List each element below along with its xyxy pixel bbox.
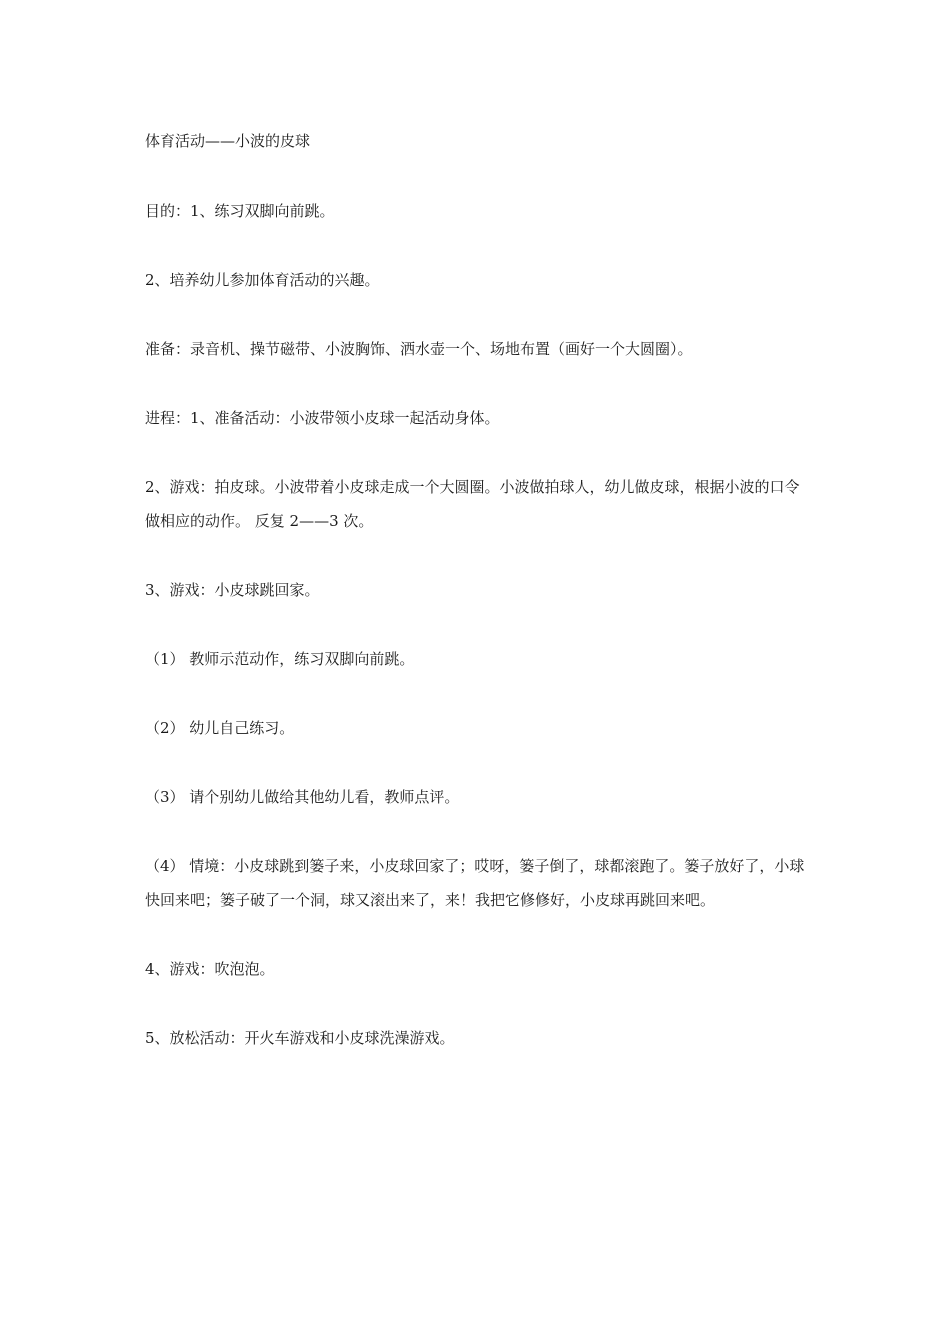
paragraph-step-1: （1） 教师示范动作，练习双脚向前跳。: [145, 650, 415, 668]
paragraph-process-3: 3、游戏：小皮球跳回家。: [145, 581, 320, 599]
paragraph-step-3: （3） 请个别幼儿做给其他幼儿看，教师点评。: [145, 788, 460, 806]
paragraph-process-1: 进程：1、准备活动：小波带领小皮球一起活动身体。: [145, 409, 500, 427]
paragraph-process-5: 5、放松活动：开火车游戏和小皮球洗澡游戏。: [145, 1029, 455, 1047]
paragraph-preparation: 准备：录音机、操节磁带、小波胸饰、洒水壶一个、场地布置（画好一个大圆圈）。: [145, 340, 693, 358]
paragraph-step-4: （4） 情境：小皮球跳到篓子来，小皮球回家了；哎呀，篓子倒了，球都滚跑了。篓子放好了，小球快回来吧；篓子破了一个洞，球又滚出来了，来！我把它修修好，小皮球再跳回来吧。: [145, 857, 805, 909]
document-body: [145, 124, 805, 1090]
paragraph-goal-2: 2、培养幼儿参加体育活动的兴趣。: [145, 271, 380, 289]
paragraph-goal-1: 目的：1、练习双脚向前跳。: [145, 202, 335, 220]
document-title: 体育活动——小波的皮球: [145, 132, 311, 150]
paragraph-process-4: 4、游戏：吹泡泡。: [145, 960, 275, 978]
paragraph-process-2: 2、游戏：拍皮球。小波带着小皮球走成一个大圆圈。小波做拍球人，幼儿做皮球，根据小波的口令做相应的动作。 反复 2——3 次。: [145, 478, 800, 530]
paragraph-step-2: （2） 幼儿自己练习。: [145, 719, 295, 737]
